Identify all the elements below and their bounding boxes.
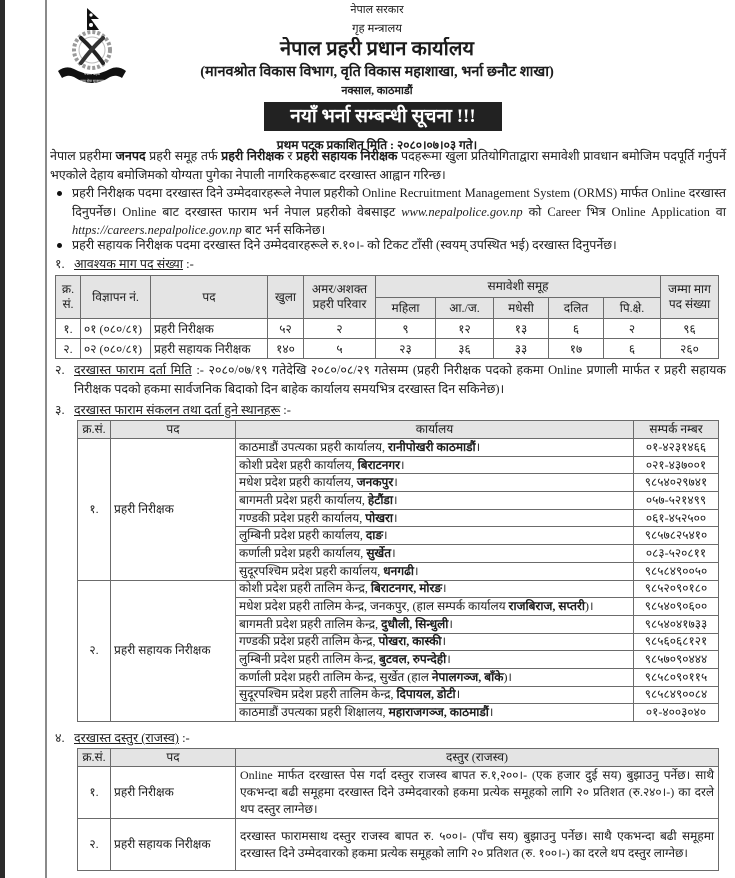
vacancy-table-body: [56, 319, 719, 359]
office-end: )।: [503, 669, 512, 684]
column-header-ad-number: विज्ञापन नं.: [81, 276, 151, 319]
madhesi-quota-cell: १३: [494, 319, 549, 339]
ministry-label: गृह मन्त्रालय: [352, 23, 402, 35]
column-header-serial: क्र.सं.: [78, 421, 111, 439]
section-number: १.: [55, 257, 65, 271]
office-location: हेटौंडा: [367, 492, 393, 507]
column-header-post: पद: [111, 749, 236, 767]
body-text: पदहरूमा खुला प्रतियोगिताद्वारा समावेशी प्रावधान बमोजिम पदपूर्ति गर्नुपर्ने भएकोले देहाय बमोजिमको योग्यता पुगेका नेपाली नागरिकहरूबाट दरखास्त आह्वान गरिन्छ।: [50, 149, 726, 182]
office-cell: [236, 545, 634, 563]
bullet-item: [52, 184, 726, 240]
office-location: बिराटनगर, मोरङ: [370, 581, 443, 596]
office-location: रानीपोखरी काठमाडौं: [387, 439, 476, 454]
office-location: पोखरा: [365, 510, 394, 525]
office-name: गण्डकी प्रदेश प्रहरी कार्यालय,: [239, 510, 366, 525]
column-header-total: जम्मा माग पद संख्या: [661, 276, 719, 319]
women-quota-cell: २३: [376, 339, 436, 359]
office-end: ।: [392, 492, 398, 507]
published-date: प्रथम पटक प्रकाशित मिति : २०८०।०७।०३ गते।: [276, 138, 478, 152]
office-end: ।: [382, 528, 388, 543]
office-cell: [236, 492, 634, 510]
body-text: प्रहरी समूह तर्फ: [145, 149, 222, 163]
body-text: प्रहरी निरीक्षक पदमा दरखास्त दिने उम्मेदवारहरूले नेपाल प्रहरीको Online Recruitment Management System (ORMS) मार्फत Online दरखास्त दिनुपर्नेछ। Online बाट दरखास्त फाराम भर्न नेपाल प्रहरीको वेबसाइट: [72, 186, 726, 219]
office-end: ।: [413, 563, 419, 578]
dalit-quota-cell: १७: [549, 339, 604, 359]
emphasis-text: जनपद: [115, 149, 146, 163]
page-edge-line: [45, 0, 47, 878]
column-header-inclusive-group: समावेशी समूह: [376, 276, 661, 298]
backward-region-quota-cell: ६: [604, 339, 661, 359]
section-registration-date: [55, 361, 726, 398]
contact-number-cell: ९८५४०९०६००: [634, 598, 719, 616]
column-header-office: कार्यालय: [236, 421, 634, 439]
body-text: बाट भर्न सकिनेछ।: [241, 223, 326, 237]
notice-banner: नयाँ भर्ना सम्बन्धी सूचना !!!: [264, 102, 502, 131]
office-name: कोशी प्रदेश प्रहरी तालिम केन्द्र,: [239, 581, 371, 596]
office-end: )।: [585, 599, 594, 614]
janajati-quota-cell: ३६: [436, 339, 494, 359]
contact-number-cell: ९८५४०२९७४१: [634, 474, 719, 492]
contact-number-cell: ०२१-४३७००१: [634, 456, 719, 474]
office-end: ।: [475, 439, 481, 454]
office-name: मधेश प्रदेश प्रहरी तालिम केन्द्र, जनकपुर, (हाल सम्पर्क कार्यालय: [239, 599, 509, 614]
section-title: आवश्यक माग पद संख्या: [74, 257, 184, 271]
office-name: मधेश प्रदेश प्रहरी कार्यालय,: [239, 475, 357, 490]
fee-cell: दरखास्त फारामसाथ दस्तुर राजस्व बापत रु. ५००।- (पाँच सय) बुझाउनु पर्नेछ। साथै एकभन्दा बढी समूहमा दरखास्त दिने उम्मेदवारको हकमा प्रत्येक समूहको लागि २० प्रतिशत (रु. १००।-) का दरले थप दस्तुर लाग्नेछ।: [236, 819, 719, 871]
fee-cell: Online मार्फत दरखास्त पेस गर्दा दस्तुर राजस्व बापत रु.१,२००।- (एक हजार दुई सय) बुझाउनु पर्नेछ। साथै एकभन्दा बढी समूहमा दरखास्त दिने उम्मेदवारको हकमा प्रत्येक समूहको लागि २० प्रतिशत (रु.२४०।-) का दरले थप दस्तुर लाग्नेछ।: [236, 767, 719, 819]
contact-number-cell: ०१-४००३०४०: [634, 704, 719, 722]
section-title: दरखास्त फाराम दर्ता मिति: [74, 363, 192, 377]
column-header-serial: क्र. सं.: [56, 276, 81, 319]
application-fee-body: [78, 767, 719, 871]
contact-number-cell: ०१-४२३१४६६: [634, 439, 719, 457]
open-quota-cell: १४०: [268, 339, 304, 359]
office-name: कर्णाली प्रदेश प्रहरी तालिम केन्द्र, सुर्खेत (हाल: [239, 669, 432, 684]
bullet-text: [72, 238, 617, 252]
section-title: दरखास्त दस्तुर (राजस्व): [74, 731, 179, 745]
section-suffix: :-: [183, 257, 194, 271]
office-location: धनगढी: [383, 563, 414, 578]
office-name: लुम्बिनी प्रदेश प्रहरी कार्यालय,: [239, 528, 366, 543]
janajati-quota-cell: १२: [436, 319, 494, 339]
office-location: राजबिराज, सप्तरी: [508, 599, 586, 614]
advertisement-number-cell: ०२ (०८०/८१): [81, 339, 151, 359]
logo-ribbon-top-text: नेपाल प्रहरी: [83, 71, 101, 76]
table-header-row: [78, 749, 719, 767]
office-cell: [236, 686, 634, 704]
serial-number-cell: २.: [78, 819, 111, 871]
contact-number-cell: ९८५२०९०१८०: [634, 580, 719, 598]
table-row: [78, 767, 719, 819]
office-name: कोशी प्रदेश प्रहरी कार्यालय,: [239, 457, 358, 472]
logo-ribbon-bottom-text: सत्य सेवा सुरक्षणम्: [80, 79, 104, 83]
contact-number-cell: ९८५७०९०४४४: [634, 651, 719, 669]
office-end: ।: [448, 616, 453, 631]
office-location: बिराटनगर: [357, 457, 401, 472]
post-cell: प्रहरी सहायक निरीक्षक: [111, 580, 236, 722]
office-name: लुम्बिनी प्रदेश प्रहरी तालिम केन्द्र,: [239, 652, 380, 667]
office-name: सुदूरपश्चिम प्रदेश प्रहरी तालिम केन्द्र,: [239, 687, 397, 702]
section-title: दरखास्त फाराम संकलन तथा दर्ता हुने स्थानहरू: [74, 403, 281, 417]
section-suffix: :-: [178, 731, 190, 745]
column-header-fee: दस्तुर (राजस्व): [236, 749, 719, 767]
collection-locations-table: [77, 420, 719, 722]
office-cell: [236, 668, 634, 686]
body-text: र: [283, 149, 297, 163]
column-header-madhesi: मधेसी: [494, 298, 549, 319]
office-end: ।: [400, 457, 405, 472]
dalit-quota-cell: ६: [549, 319, 604, 339]
office-cell: [236, 651, 634, 669]
office-name: सुदूरपश्चिम प्रदेश प्रहरी कार्यालय,: [239, 563, 384, 578]
serial-number-cell: १.: [56, 319, 81, 339]
table-row: [78, 819, 719, 871]
section-heading: [55, 729, 725, 747]
office-cell: [236, 704, 634, 722]
government-label: नेपाल सरकार: [350, 4, 404, 16]
office-location: नेपालगञ्ज, बाँके: [431, 669, 504, 684]
office-cell: [236, 562, 634, 580]
table-row: [56, 319, 719, 339]
section-heading: [55, 255, 725, 273]
emphasis-text: प्रहरी निरीक्षक: [221, 149, 284, 163]
office-cell: [236, 456, 634, 474]
section-number: ४.: [55, 731, 65, 745]
post-cell: प्रहरी सहायक निरीक्षक: [111, 819, 236, 871]
martyr-family-quota-cell: २: [304, 319, 376, 339]
contact-number-cell: ०८३-५२०८११: [634, 545, 719, 563]
contact-number-cell: ९८५८०९०११५: [634, 668, 719, 686]
bullet-text: [72, 186, 726, 237]
office-name: गण्डकी प्रदेश प्रहरी तालिम केन्द्र,: [239, 634, 379, 649]
contact-number-cell: ९८५४०४१७३३: [634, 615, 719, 633]
body-text: को Career भित्र Online Application वा: [522, 204, 726, 219]
women-quota-cell: ९: [376, 319, 436, 339]
body-text: नेपाल प्रहरीमा: [50, 149, 116, 163]
office-cell: [236, 474, 634, 492]
office-location: दुधौली, सिन्धुली: [381, 616, 449, 631]
collection-locations-body: [78, 439, 719, 722]
contact-number-cell: ९८५७८२५४१०: [634, 527, 719, 545]
table-row: [78, 580, 719, 598]
contact-number-cell: ९८५६०६८१२१: [634, 633, 719, 651]
bullet-icon: [57, 191, 62, 196]
total-posts-cell: ९६: [661, 319, 719, 339]
section-suffix: :-: [280, 403, 291, 417]
office-name: काठमाडौं उपत्यका प्रहरी शिक्षालय,: [239, 705, 389, 720]
office-cell: [236, 633, 634, 651]
emphasis-text: प्रहरी सहायक निरीक्षक: [296, 149, 398, 163]
office-end: ।: [393, 475, 398, 490]
office-title: नेपाल प्रहरी प्रधान कार्यालय: [280, 38, 474, 60]
office-cell: [236, 615, 634, 633]
office-end: ।: [455, 687, 461, 702]
office-name: कर्णाली प्रदेश प्रहरी कार्यालय,: [239, 545, 367, 560]
column-header-janajati: आ./ज.: [436, 298, 494, 319]
office-cell: [236, 509, 634, 527]
column-header-post: पद: [111, 421, 236, 439]
office-address: नक्साल, काठमाडौं: [341, 85, 413, 97]
advertisement-number-cell: ०१ (०८०/८१): [81, 319, 151, 339]
section-heading: [55, 401, 725, 419]
section-text: :- २०८०/०७/१९ गतेदेखि २०८०/०८/२९ गतेसम्म (प्रहरी निरीक्षक पदको हकमा Online प्रणाली मार्फत र प्रहरी सहायक निरीक्षक पदको हकमा सार्वजनिक बिदाको दिन बाहेक कार्यालय समयभित्र दरखास्त दिन सकिनेछ)।: [74, 363, 726, 396]
serial-number-cell: १.: [78, 767, 111, 819]
column-header-dalit: दलित: [549, 298, 604, 319]
office-end: ।: [391, 545, 396, 560]
office-cell: [236, 527, 634, 545]
post-cell: प्रहरी सहायक निरीक्षक: [151, 339, 268, 359]
bullet-icon: [57, 243, 62, 248]
intro-paragraph: [50, 147, 726, 184]
office-cell: [236, 598, 634, 616]
viewer-left-border: [0, 0, 5, 878]
table-row: [78, 439, 719, 457]
office-end: ।: [441, 634, 447, 649]
section-number: २.: [55, 363, 65, 377]
table-header-row: [56, 276, 719, 298]
office-location: पोखरा, कास्की: [378, 634, 442, 649]
office-end: ।: [446, 652, 451, 667]
column-header-backward-region: पि.क्षे.: [604, 298, 661, 319]
bullet-item: [52, 236, 726, 255]
martyr-family-quota-cell: ५: [304, 339, 376, 359]
office-name: बागमती प्रदेश प्रहरी कार्यालय,: [239, 492, 368, 507]
column-header-martyr-family: अमर/अशक्त प्रहरी परिवार: [304, 276, 376, 319]
open-quota-cell: ५२: [268, 319, 304, 339]
office-name: बागमती प्रदेश प्रहरी तालिम केन्द्र,: [239, 616, 382, 631]
total-posts-cell: २६०: [661, 339, 719, 359]
madhesi-quota-cell: ३३: [494, 339, 549, 359]
office-cell: [236, 580, 634, 598]
backward-region-quota-cell: २: [604, 319, 661, 339]
office-location: जनकपुर: [356, 475, 394, 490]
column-header-post: पद: [151, 276, 268, 319]
office-location: बुटवल, रुपन्देही: [379, 652, 447, 667]
column-header-serial: क्र.सं.: [78, 749, 111, 767]
url-link[interactable]: https://careers.nepalpolice.gov.np: [72, 223, 242, 237]
post-cell: प्रहरी निरीक्षक: [111, 439, 236, 581]
column-header-women: महिला: [376, 298, 436, 319]
vacancy-table: [55, 275, 719, 359]
serial-number-cell: १.: [78, 439, 111, 581]
application-fee-table: [77, 748, 719, 871]
column-header-contact: सम्पर्क नम्बर: [634, 421, 719, 439]
contact-number-cell: ९८५८४९००८४: [634, 686, 719, 704]
post-cell: प्रहरी निरीक्षक: [151, 319, 268, 339]
office-end: ।: [393, 510, 398, 525]
department-subtitle: (मानवश्रोत विकास विभाग, वृति विकास महाशाखा, भर्ना छनौट शाखा): [200, 64, 554, 80]
url-link[interactable]: www.nepalpolice.gov.np: [401, 204, 523, 219]
office-end: ।: [488, 705, 494, 720]
office-name: काठमाडौं उपत्यका प्रहरी कार्यालय,: [239, 439, 388, 454]
office-location: सुर्खेत: [366, 545, 392, 560]
office-location: महाराजगञ्ज, काठमाडौं: [388, 705, 489, 720]
office-location: दाङ: [365, 528, 383, 543]
body-text: प्रहरी सहायक निरीक्षक पदमा दरखास्त दिने उम्मेदवारहरूले रु.१०।- को टिकट टाँसी (स्वयम् उपस्थित भई) दरखास्त दिनुपर्नेछ।: [72, 238, 617, 252]
table-row: [56, 339, 719, 359]
section-number: ३.: [55, 403, 65, 417]
office-location: दिपायल, डोटी: [396, 687, 456, 702]
serial-number-cell: २.: [56, 339, 81, 359]
post-cell: प्रहरी निरीक्षक: [111, 767, 236, 819]
table-header-row: [78, 421, 719, 439]
contact-number-cell: ०५७-५२१४९९: [634, 492, 719, 510]
contact-number-cell: ०६१-४५२५००: [634, 509, 719, 527]
office-cell: [236, 439, 634, 457]
serial-number-cell: २.: [78, 580, 111, 722]
column-header-open: खुला: [268, 276, 304, 319]
contact-number-cell: ९८५८४९००५०: [634, 562, 719, 580]
office-end: ।: [442, 581, 447, 596]
